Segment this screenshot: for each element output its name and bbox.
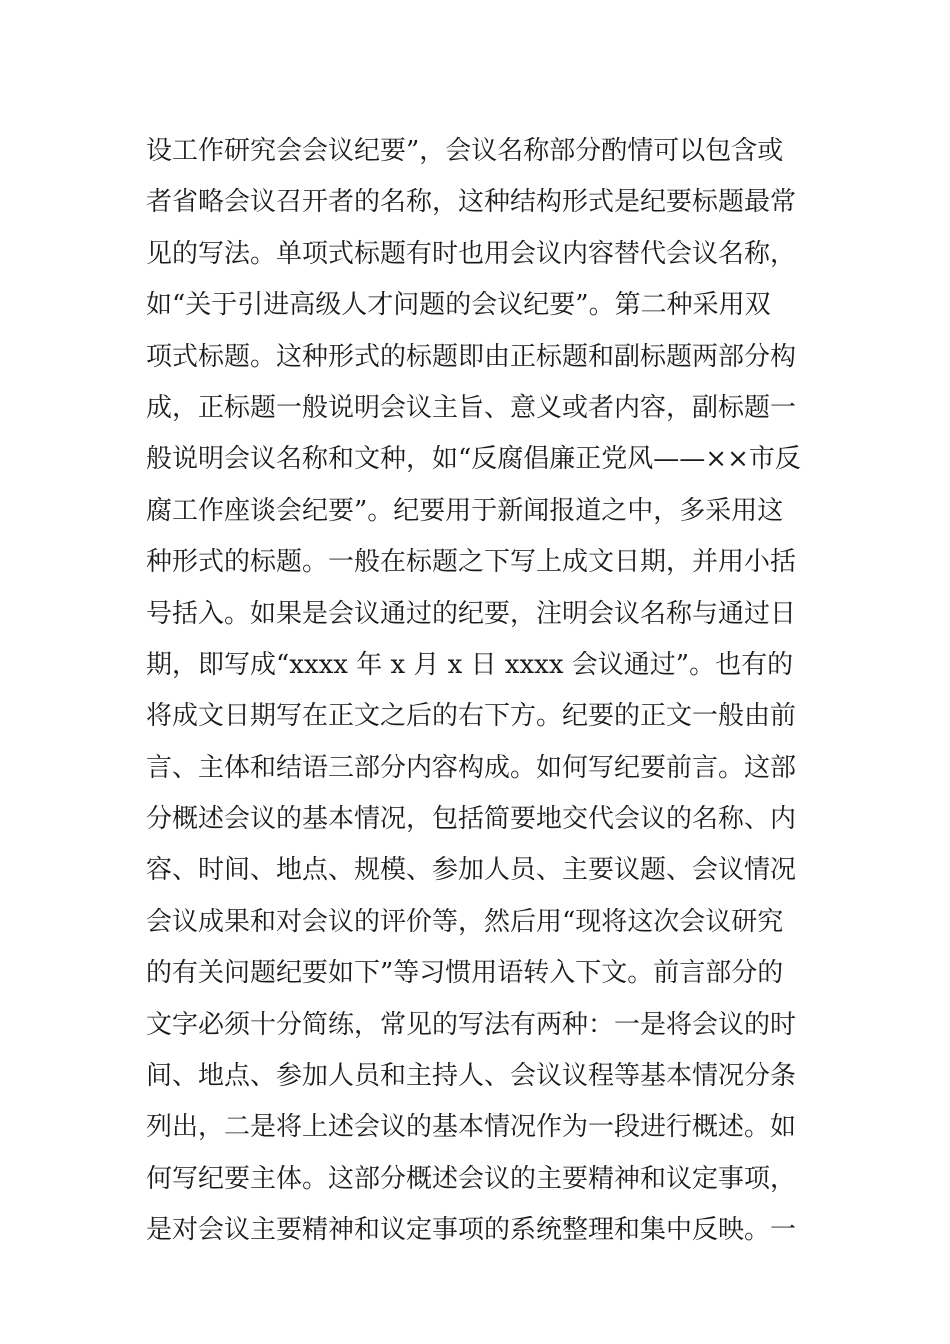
text-line: 分概述会议的基本情况，包括简要地交代会议的名称、内 xyxy=(146,804,797,835)
text-line: 设工作研究会会议纪要”，会议名称部分酌情可以包含或 xyxy=(146,136,784,166)
text-line: 般说明会议名称和文种，如“反腐倡廉正党风——××市反 xyxy=(146,444,801,475)
text-line: 言、主体和结语三部分内容构成。如何写纪要前言。这部 xyxy=(146,752,797,783)
text-line: 号括入。如果是会议通过的纪要，注明会议名称与通过日 xyxy=(146,598,797,629)
text-line: 容、时间、地点、规模、参加人员、主要议题、会议情况 xyxy=(146,855,797,886)
text-line: 者省略会议召开者的名称，这种结构形式是纪要标题最常 xyxy=(146,187,797,218)
text-line: 将成文日期写在正文之后的右下方。纪要的正文一般由前 xyxy=(146,701,797,732)
body-paragraph xyxy=(146,126,810,1257)
text-line: 列出，二是将上述会议的基本情况作为一段进行概述。如 xyxy=(146,1112,797,1143)
text-line: 文字必须十分简练，常见的写法有两种：一是将会议的时 xyxy=(146,1009,797,1040)
text-line: 期，即写成“xxxx 年 x 月 x 日 xxxx 会议通过”。也有的 xyxy=(146,649,794,680)
text-line: 腐工作座谈会纪要”。纪要用于新闻报道之中，多采用这 xyxy=(146,495,784,526)
text-line: 成，正标题一般说明会议主旨、意义或者内容，副标题一 xyxy=(146,392,797,423)
text-line: 项式标题。这种形式的标题即由正标题和副标题两部分构 xyxy=(146,341,797,372)
text-line: 种形式的标题。一般在标题之下写上成文日期，并用小括 xyxy=(146,547,797,578)
text-line: 间、地点、参加人员和主持人、会议议程等基本情况分条 xyxy=(146,1061,797,1092)
text-line: 是对会议主要精神和议定事项的系统整理和集中反映。一 xyxy=(146,1215,797,1246)
text-line: 如“关于引进高级人才问题的会议纪要”。第二种采用双 xyxy=(146,290,771,321)
text-line: 见的写法。单项式标题有时也用会议内容替代会议名称， xyxy=(146,238,797,269)
text-line: 何写纪要主体。这部分概述会议的主要精神和议定事项， xyxy=(146,1163,797,1194)
text-line: 会议成果和对会议的评价等，然后用“现将这次会议研究 xyxy=(146,906,784,937)
text-line: 的有关问题纪要如下”等习惯用语转入下文。前言部分的 xyxy=(146,958,784,989)
